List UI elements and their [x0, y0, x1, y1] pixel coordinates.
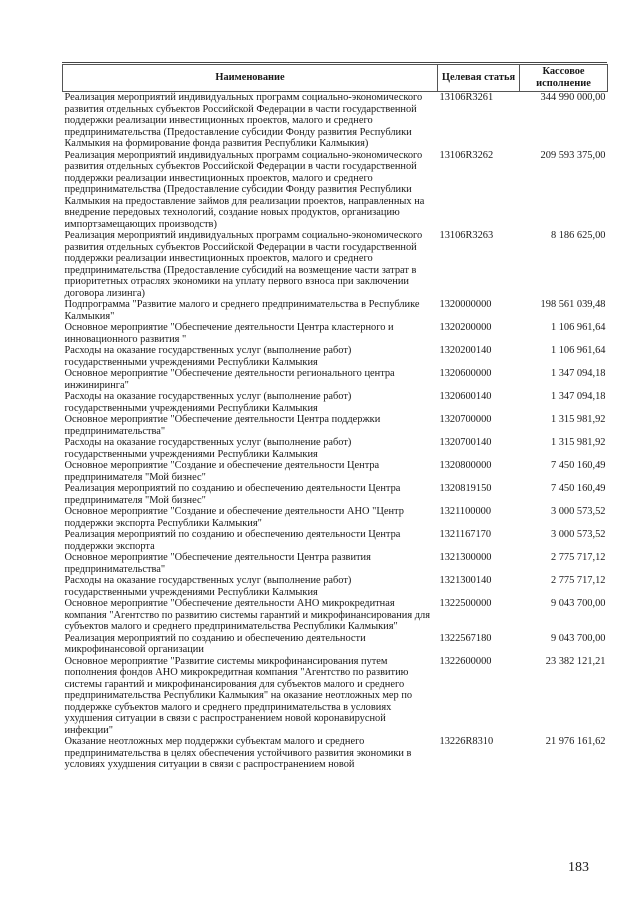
table-row: [63, 437, 608, 460]
row-name: Расходы на оказание государственных услуг (выполнение работ) государственными учреждениями Республики Калмыкия: [64, 391, 352, 414]
row-amount: 2 775 717,12: [550, 575, 606, 586]
row-name: Реализация мероприятий индивидуальных программ социально-экономического развития отдельных субъектов Российской Федерации в части государственной поддержки реализации инвестиционных проектов, малого и среднего предпринимательства (Предоставление субсидий на возмещение части затрат в приоритетных отраслях экономики на уплату первого взноса при заключении договора лизинга): [64, 230, 423, 299]
row-target-code: 1320819150: [439, 483, 492, 494]
table-row: [63, 552, 608, 575]
row-amount: 8 186 625,00: [550, 230, 606, 241]
budget-table: [62, 64, 608, 771]
row-target-code: 1320700000: [439, 414, 492, 425]
row-target-code: 1322600000: [439, 655, 492, 667]
row-name: Основное мероприятие "Обеспечение деятельности АНО микрокредитная компания "Агентство по развитию системы гарантий и микрофинансирования для субъектов малого и среднего предпринимательства Республики Калмыкия": [64, 598, 430, 632]
row-name: Основное мероприятие "Обеспечение деятельности Центра развития предпринимательства": [64, 552, 371, 575]
row-name: Реализация мероприятий по созданию и обеспечению деятельности микрофинансовой организации: [64, 632, 366, 655]
row-amount: 344 990 000,00: [540, 92, 606, 103]
row-name: Основное мероприятие "Обеспечение деятельности регионального центра инжиниринга": [64, 368, 395, 391]
table-row: [63, 345, 608, 368]
row-amount: 1 347 094,18: [550, 391, 606, 402]
header-amount: Кассовое исполнение: [520, 65, 608, 92]
row-amount: 3 000 573,52: [550, 529, 606, 540]
row-name: Подпрограмма "Развитие малого и среднего предпринимательства в Республике Калмыкия": [64, 299, 420, 322]
table-row: [63, 483, 608, 506]
table-row: [63, 598, 608, 633]
row-name: Реализация мероприятий индивидуальных программ социально-экономического развития отдельных субъектов Российской Федерации в части государственной поддержки реализации инвестиционных проектов, малого и среднего предпринимательства (Предоставление субсидии Фонду развития Республики Калмыкия на формирование фонда развития Республики Калмыкия): [64, 92, 423, 149]
row-target-code: 1320600140: [439, 391, 492, 402]
row-target-code: 1320000000: [439, 299, 492, 310]
row-amount: 9 043 700,00: [550, 632, 606, 644]
row-name: Основное мероприятие "Обеспечение деятельности Центра кластерного и инновационного развития ": [64, 322, 394, 345]
table-row: [63, 322, 608, 345]
row-target-code: 13106R3262: [439, 149, 494, 161]
row-amount: 3 000 573,52: [550, 506, 606, 517]
row-name: Основное мероприятие "Развитие системы микрофинансирования путем пополнения фондов АНО микрокредитная компания "Агентство по развитию системы гарантий и микрофинансирования для субъектов малого и среднего предпринимательства Республики Калмыкия" на оказание неотложных мер по поддержке субъектов малого и среднего предпринимательства в условиях ухудшения ситуации в связи с распространением новой коронавирусной инфекции": [64, 655, 413, 736]
table-row: [63, 736, 608, 771]
table-row: [63, 506, 608, 529]
header-code: Целевая статья: [438, 65, 520, 92]
row-amount: 23 382 121,21: [545, 655, 606, 667]
table-row: [63, 299, 608, 322]
table-row: [63, 150, 608, 231]
row-target-code: 1320700140: [439, 437, 492, 448]
table-header: [63, 65, 608, 92]
row-target-code: 13226R8310: [439, 736, 494, 747]
row-amount: 7 450 160,49: [550, 483, 606, 494]
row-amount: 1 315 981,92: [550, 414, 606, 425]
row-name: Основное мероприятие "Обеспечение деятельности Центра поддержки предпринимательства": [64, 414, 381, 437]
table-row: [63, 575, 608, 598]
table-row: [63, 391, 608, 414]
row-target-code: 1320200140: [439, 345, 492, 356]
row-amount: 1 106 961,64: [550, 322, 606, 333]
row-name: Оказание неотложных мер поддержки субъектам малого и среднего предпринимательства в целях обеспечения устойчивого развития экономики в условиях ухудшения ситуации в связи с распространением новой: [64, 736, 412, 770]
row-amount: 209 593 375,00: [540, 149, 606, 161]
row-target-code: 1322567180: [439, 632, 492, 644]
row-amount: 1 347 094,18: [550, 368, 606, 379]
table-row: [63, 529, 608, 552]
row-amount: 1 106 961,64: [550, 345, 606, 356]
page-number: 183: [568, 860, 589, 875]
row-amount: 1 315 981,92: [550, 437, 606, 448]
row-name: Реализация мероприятий по созданию и обеспечению деятельности Центра предпринимателя "Мой бизнес": [64, 483, 401, 506]
row-name: Основное мероприятие "Создание и обеспечение деятельности Центра предпринимателя "Мой бизнес": [64, 460, 380, 483]
row-target-code: 1320600000: [439, 368, 492, 379]
row-name: Расходы на оказание государственных услуг (выполнение работ) государственными учреждениями Республики Калмыкия: [64, 575, 352, 598]
row-target-code: 1320200000: [439, 322, 492, 333]
table-row: [63, 92, 608, 150]
header-name: Наименование: [63, 65, 438, 92]
row-name: Основное мероприятие "Создание и обеспечение деятельности АНО "Центр поддержки экспорта Республики Калмыкия": [64, 506, 404, 529]
table-row: [63, 230, 608, 299]
row-target-code: 13106R3263: [439, 230, 494, 241]
table-row: [63, 633, 608, 656]
table-row: [63, 656, 608, 737]
row-target-code: 1320800000: [439, 460, 492, 471]
table-row: [63, 368, 608, 391]
row-amount: 2 775 717,12: [550, 552, 606, 563]
row-name: Реализация мероприятий по созданию и обеспечению деятельности Центра поддержки экспорта: [64, 529, 401, 552]
row-target-code: 1321100000: [439, 506, 492, 517]
row-amount: 198 561 039,48: [540, 299, 606, 310]
table-body: [63, 92, 608, 771]
row-target-code: 1321300140: [439, 575, 492, 586]
row-target-code: 1322500000: [439, 598, 492, 609]
row-target-code: 1321300000: [439, 552, 492, 563]
row-amount: 21 976 161,62: [545, 736, 606, 747]
row-amount: 9 043 700,00: [550, 598, 606, 609]
table-row: [63, 460, 608, 483]
row-name: Расходы на оказание государственных услуг (выполнение работ) государственными учреждениями Республики Калмыкия: [64, 345, 352, 368]
row-name: Реализация мероприятий индивидуальных программ социально-экономического развития отдельных субъектов Российской Федерации в части государственной поддержки реализации инвестиционных проектов, малого и среднего предпринимательства (Предоставление субсидии Фонду развития Республики Калмыкия на предоставление займов для реализации проектов, направленных на внедрение передовых технологий, создание новых продуктов, организацию импортзамещающих производств): [64, 149, 425, 230]
row-amount: 7 450 160,49: [550, 460, 606, 471]
row-name: Расходы на оказание государственных услуг (выполнение работ) государственными учреждениями Республики Калмыкия: [64, 437, 352, 460]
row-target-code: 13106R3261: [439, 92, 494, 103]
top-rule: [62, 62, 607, 63]
table-row: [63, 414, 608, 437]
row-target-code: 1321167170: [439, 529, 492, 540]
